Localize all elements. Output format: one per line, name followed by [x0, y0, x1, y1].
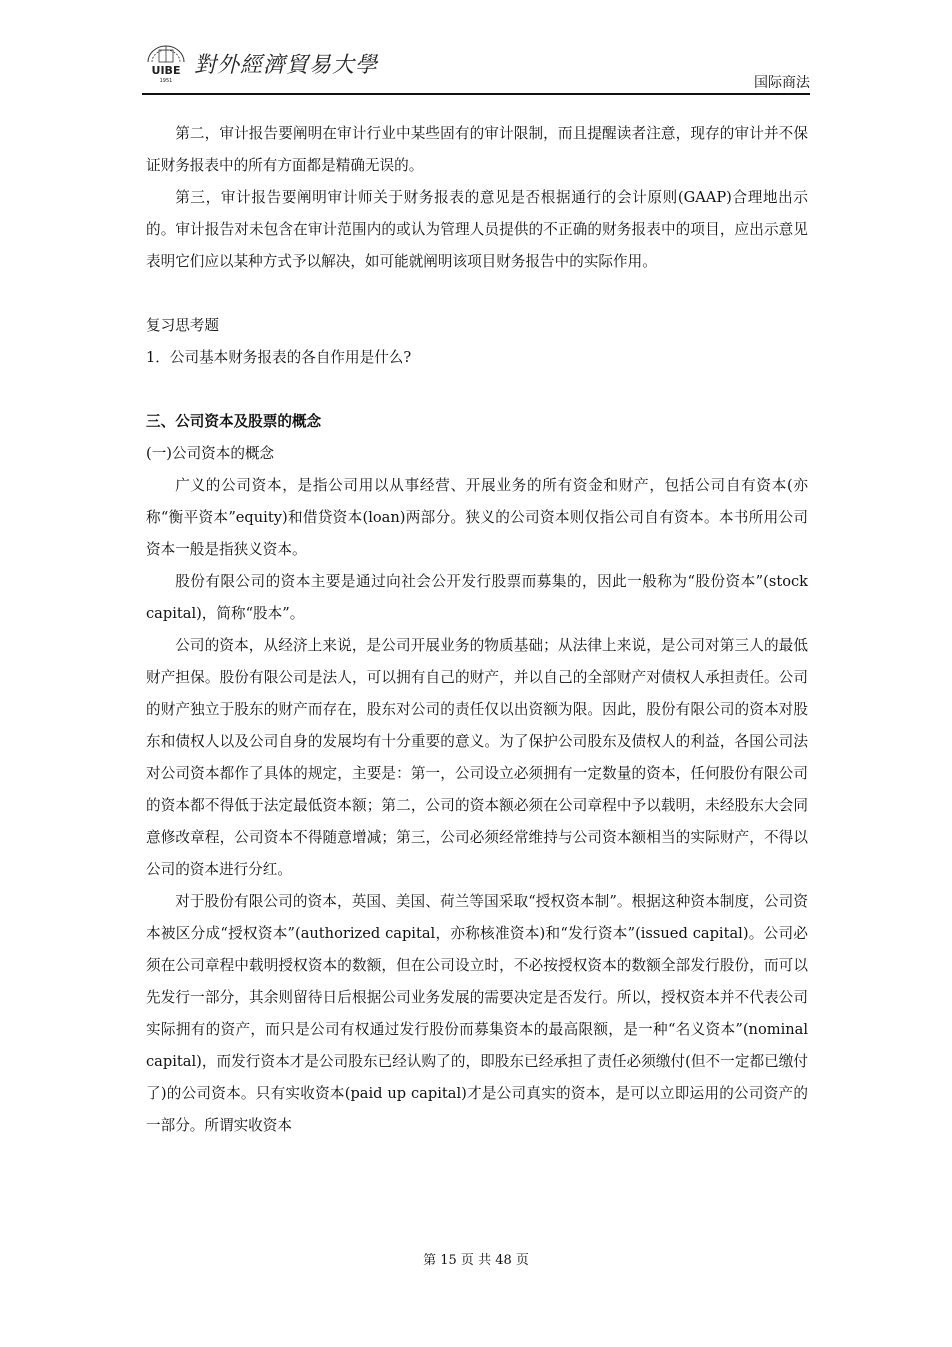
section-heading: 三、公司资本及股票的概念 — [146, 413, 322, 430]
paragraph-audit-third: 第三，审计报告要阐明审计师关于财务报表的意见是否根据通行的会计原则(GAAP)合理地出示的。审计报告对未包含在审计范围内的或认为管理人员提供的不正确的财务报表中的项目，应出示意见表明它们应以某种方式予以解决，如可能就阐明该项目财务报告中的实际作用。 — [146, 189, 808, 270]
spacer — [146, 278, 808, 310]
header-rule — [142, 93, 810, 95]
university-logo — [142, 40, 190, 84]
paragraph-stock-capital: 股份有限公司的资本主要是通过向社会公开发行股票而募集的，因此一般称为“股份资本”(stock capital)，简称“股本”。 — [146, 573, 808, 622]
paragraph-audit-second: 第二，审计报告要阐明在审计行业中某些固有的审计限制，而且提醒读者注意，现存的审计并不保证财务报表中的所有方面都是精确无误的。 — [146, 125, 808, 174]
review-title: 复习思考题 — [146, 317, 219, 334]
course-title: 国际商法 — [754, 75, 810, 91]
university-name: 對外經濟貿易大學 — [194, 53, 379, 78]
review-question: 1．公司基本财务报表的各自作用是什么? — [146, 349, 412, 366]
spacer — [146, 374, 808, 406]
paragraph-authorized-capital: 对于股份有限公司的资本，英国、美国、荷兰等国采取“授权资本制”。根据这种资本制度，公司资本被区分成“授权资本”(authorized capital，亦称核准资本)和“发行资本”(issued capital)。公司必须在公司章程中载明授权资本的数额，但在公司设立时，不必按授权资本的数额全部发行股份，而可以先发行一部分，其余则留待日后根据公司业务发展的需要决定是否发行。所以，授权资本并不代表公司实际拥有的资产，而只是公司有权通过发行股份而募集资本的最高限额，是一种“名义资本”(nominal capital)，而发行资本才是公司股东已经认购了的，即股东已经承担了责任必须缴付(但不一定都已缴付了)的公司资本。只有实收资本(paid up capital)才是公司真实的资本，是可以立即运用的公司资产的一部分。所谓实收资本 — [146, 893, 808, 1134]
page-footer: 第 15 页 共 48 页 — [423, 1253, 529, 1268]
paragraph-capital-definition: 广义的公司资本，是指公司用以从事经营、开展业务的所有资金和财产，包括公司自有资本(亦称“衡平资本”equity)和借贷资本(loan)两部分。狭义的公司资本则仅指公司自有资本。本书所用公司资本一般是指狭义资本。 — [146, 477, 808, 558]
logo-text: UIBE — [151, 64, 181, 77]
page-header — [142, 36, 810, 94]
subsection-title: (一)公司资本的概念 — [146, 445, 275, 462]
paragraph-capital-significance: 公司的资本，从经济上来说，是公司开展业务的物质基础；从法律上来说，是公司对第三人的最低财产担保。股份有限公司是法人，可以拥有自己的财产，并以自己的全部财产对债权人承担责任。公司的财产独立于股东的财产而存在，股东对公司的责任仅以出资额为限。因此，股份有限公司的资本对股东和债权人以及公司自身的发展均有十分重要的意义。为了保护公司股东及债权人的利益，各国公司法对公司资本都作了具体的规定，主要是：第一，公司设立必须拥有一定数量的资本，任何股份有限公司的资本都不得低于法定最低资本额；第二，公司的资本额必须在公司章程中予以载明，未经股东大会同意修改章程，公司资本不得随意增减；第三，公司必须经常维持与公司资本额相当的实际财产，不得以公司的资本进行分红。 — [146, 637, 808, 878]
page-body — [146, 118, 808, 1142]
logo-year: 1951 — [159, 78, 173, 84]
